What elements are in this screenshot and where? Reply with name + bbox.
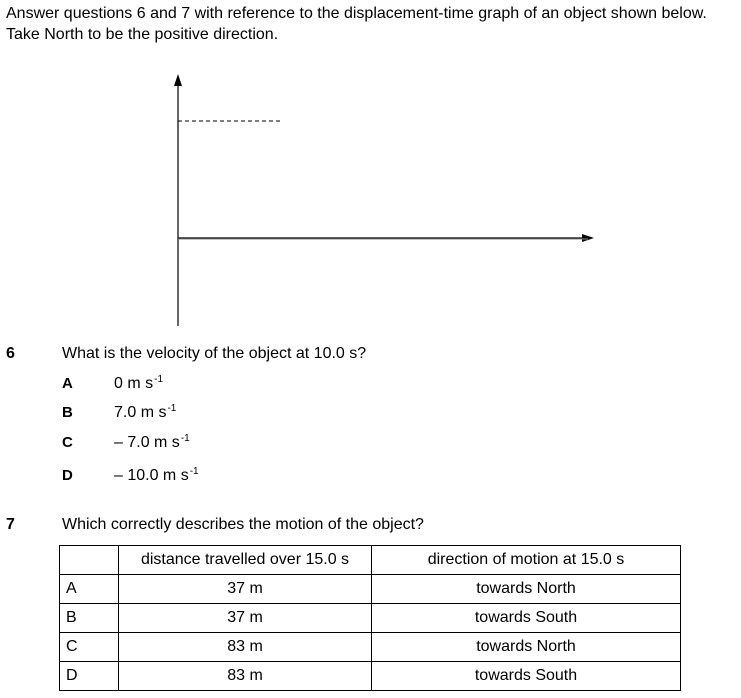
q6-option-a-text: 0 m s [114,375,154,392]
header-direction: direction of motion at 15.0 s [372,546,681,575]
table-row[interactable] [60,604,681,633]
row-letter: C [60,633,119,662]
row-direction: towards South [372,604,681,633]
row-distance: 83 m [119,633,372,662]
table-header-row [60,546,681,575]
q6-option-a-unit-exp: -1 [154,374,164,385]
row-letter: B [60,604,119,633]
row-direction: towards North [372,575,681,604]
header-distance: distance travelled over 15.0 s [119,546,372,575]
q7-answer-table [59,545,681,691]
row-letter: A [60,575,119,604]
q6-option-d-letter: D [62,467,73,484]
row-direction: towards South [372,662,681,691]
q6-option-a-letter: A [62,375,73,392]
intro-text: Answer questions 6 and 7 with reference to the displacement-time graph of an object shown below. Take North to be the positive direction. [6,5,707,43]
q6-option-b-text: 7.0 m s [114,404,167,421]
q6-option-b-letter: B [62,404,73,421]
q6-option-d-unit-exp: -1 [189,466,199,477]
question-6-text: What is the velocity of the object at 10.0 s? [62,345,367,362]
question-7-text: Which correctly describes the motion of the object? [62,516,424,533]
question-7-number: 7 [6,516,15,533]
table-row[interactable] [60,662,681,691]
row-letter: D [60,662,119,691]
q6-option-c-text: – 7.0 m s [114,434,180,451]
y-axis-arrow [174,74,182,86]
q6-option-c-letter: C [62,434,73,451]
x-axis-arrow [582,234,594,242]
q6-option-b-unit-exp: -1 [167,403,177,414]
q6-option-a[interactable] [114,374,163,393]
header-letter-cell [60,546,119,575]
table-row[interactable] [60,575,681,604]
row-distance: 83 m [119,662,372,691]
q6-option-d[interactable] [114,466,199,485]
row-distance: 37 m [119,604,372,633]
displacement-time-graph [0,0,741,345]
row-direction: towards North [372,633,681,662]
q6-option-d-text: – 10.0 m s [114,467,189,484]
q6-option-c-unit-exp: -1 [180,433,190,444]
q6-option-b[interactable] [114,403,176,422]
question-6-number: 6 [6,345,15,362]
q6-option-c[interactable] [114,433,190,452]
table-row[interactable] [60,633,681,662]
row-distance: 37 m [119,575,372,604]
